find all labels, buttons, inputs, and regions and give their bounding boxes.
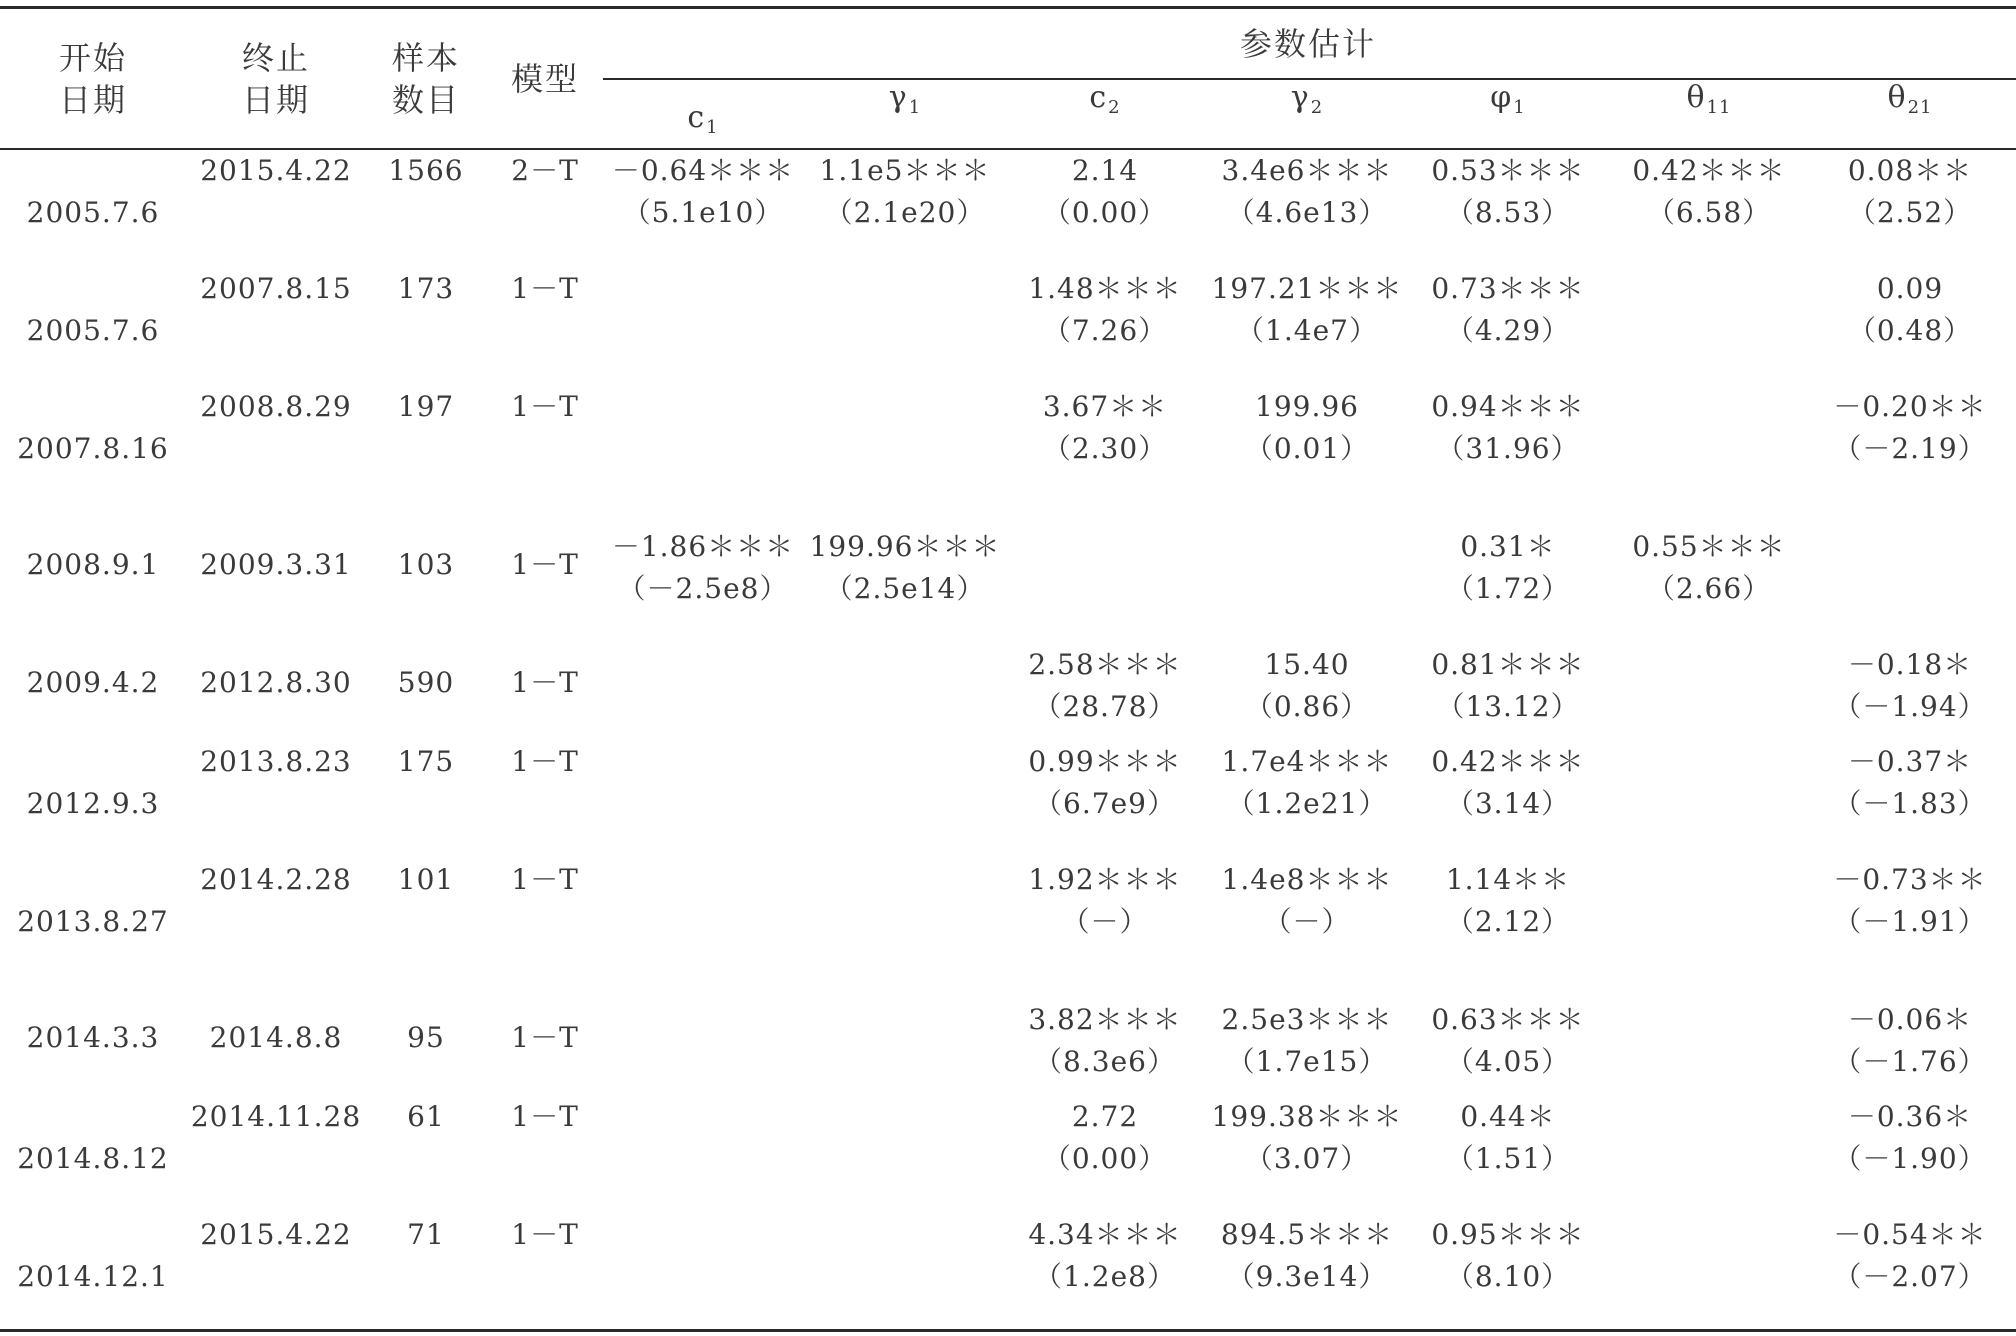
param-estimate-cell: 3.67＊＊: [1042, 390, 1168, 423]
param-tstat-cell: （2.66）: [1646, 572, 1772, 605]
param-estimate-cell: 894.5＊＊＊: [1220, 1218, 1394, 1251]
param-tstat-cell: （－）: [1263, 905, 1351, 938]
param-estimate-cell: 3.82＊＊＊: [1028, 1003, 1182, 1036]
param-tstat-cell: （－）: [1061, 905, 1149, 938]
sample-count-cell: 103: [397, 548, 455, 581]
header-sample-count-line2: 数目: [391, 81, 461, 119]
param-header-1: [687, 100, 719, 138]
param-tstat-cell: （2.12）: [1445, 905, 1571, 938]
param-tstat-cell: （0.86）: [1244, 690, 1370, 723]
param-estimate-cell: 0.44＊: [1460, 1100, 1556, 1133]
param-tstat-cell: （－1.94）: [1833, 690, 1987, 723]
param-tstat-cell: （5.1e10）: [622, 196, 784, 229]
model-cell: 1－T: [511, 1100, 579, 1133]
param-symbol: γ: [1290, 80, 1310, 115]
param-estimate-cell: 0.42＊＊＊: [1431, 745, 1585, 778]
header-end-date-line1: 终止: [241, 39, 311, 77]
param-tstat-cell: （3.14）: [1445, 787, 1571, 820]
start-date-cell: 2005.7.6: [26, 314, 160, 347]
start-date-cell: 2013.8.27: [17, 905, 169, 938]
bottom-rule: [0, 1329, 2016, 1332]
param-tstat-cell: （2.30）: [1042, 432, 1168, 465]
param-tstat-cell: （8.3e6）: [1034, 1045, 1176, 1078]
param-estimate-cell: 1.4e8＊＊＊: [1221, 863, 1393, 896]
sample-count-cell: 175: [397, 745, 455, 778]
param-tstat-cell: （9.3e14）: [1226, 1260, 1388, 1293]
param-estimate-cell: －0.36＊: [1847, 1100, 1973, 1133]
param-tstat-cell: （6.7e9）: [1034, 787, 1176, 820]
model-cell: 2－T: [511, 154, 579, 187]
start-date-cell: 2008.9.1: [26, 548, 160, 581]
param-tstat-cell: （1.51）: [1445, 1142, 1571, 1175]
param-tstat-cell: （－2.07）: [1833, 1260, 1987, 1293]
param-estimate-cell: 199.38＊＊＊: [1211, 1100, 1403, 1133]
param-tstat-cell: （8.53）: [1445, 196, 1571, 229]
model-cell: 1－T: [511, 1218, 579, 1251]
header-start-date-line1: 开始: [58, 39, 128, 77]
param-tstat-cell: （2.52）: [1847, 196, 1973, 229]
param-tstat-cell: （31.96）: [1436, 432, 1580, 465]
start-date-cell: 2009.4.2: [26, 666, 160, 699]
param-estimate-cell: 0.63＊＊＊: [1431, 1003, 1585, 1036]
param-estimate-cell: 0.81＊＊＊: [1431, 648, 1585, 681]
param-symbol: θ: [1887, 80, 1907, 115]
header-sample-count-line1: 样本: [391, 39, 461, 77]
param-estimate-cell: 1.48＊＊＊: [1028, 272, 1182, 305]
param-estimate-cell: －0.06＊: [1847, 1003, 1973, 1036]
end-date-cell: 2014.11.28: [190, 1100, 362, 1133]
start-date-cell: 2012.9.3: [26, 787, 160, 820]
param-subscript: 21: [1907, 97, 1933, 118]
param-subscript: 1: [908, 97, 922, 118]
param-subscript: 2: [1310, 97, 1324, 118]
end-date-cell: 2007.8.15: [200, 272, 352, 305]
header-model: 模型: [510, 60, 580, 98]
param-tstat-cell: （3.07）: [1244, 1142, 1370, 1175]
param-tstat-cell: （0.01）: [1244, 432, 1370, 465]
model-cell: 1－T: [511, 272, 579, 305]
param-tstat-cell: （－2.5e8）: [617, 572, 789, 605]
param-tstat-cell: （4.6e13）: [1226, 196, 1388, 229]
param-estimate-cell: －0.18＊: [1847, 648, 1973, 681]
param-estimate-cell: 0.42＊＊＊: [1632, 154, 1786, 187]
param-tstat-cell: （0.00）: [1042, 196, 1168, 229]
param-estimate-cell: 2.58＊＊＊: [1028, 648, 1182, 681]
param-tstat-cell: （－2.19）: [1833, 432, 1987, 465]
header-param-estimates: 参数估计: [1239, 25, 1377, 63]
header-end-date-line2: 日期: [241, 81, 311, 119]
end-date-cell: 2009.3.31: [200, 548, 352, 581]
param-estimate-cell: 3.4e6＊＊＊: [1221, 154, 1393, 187]
header-rule: [0, 148, 2016, 150]
end-date-cell: 2014.2.28: [200, 863, 352, 896]
start-date-cell: 2007.8.16: [17, 432, 169, 465]
sample-count-cell: 101: [397, 863, 455, 896]
model-cell: 1－T: [511, 666, 579, 699]
param-estimate-cell: 2.14: [1071, 154, 1139, 187]
sample-count-cell: 1566: [388, 154, 464, 187]
param-header-3: [1089, 80, 1121, 118]
param-tstat-cell: （－1.90）: [1833, 1142, 1987, 1175]
model-cell: 1－T: [511, 548, 579, 581]
param-estimate-cell: 1.7e4＊＊＊: [1221, 745, 1393, 778]
end-date-cell: 2013.8.23: [200, 745, 352, 778]
param-estimate-cell: 1.1e5＊＊＊: [819, 154, 991, 187]
param-estimate-cell: 0.08＊＊: [1847, 154, 1973, 187]
param-estimate-cell: 0.53＊＊＊: [1431, 154, 1585, 187]
end-date-cell: 2014.8.8: [209, 1021, 343, 1054]
param-header-4: [1290, 80, 1324, 118]
param-subscript: 1: [1513, 97, 1526, 118]
param-tstat-cell: （8.10）: [1445, 1260, 1571, 1293]
param-estimate-cell: 2.5e3＊＊＊: [1221, 1003, 1393, 1036]
param-tstat-cell: （－1.76）: [1833, 1045, 1987, 1078]
model-cell: 1－T: [511, 863, 579, 896]
param-estimate-cell: 4.34＊＊＊: [1028, 1218, 1182, 1251]
sample-count-cell: 61: [407, 1100, 445, 1133]
param-estimate-cell: 0.95＊＊＊: [1431, 1218, 1585, 1251]
param-estimate-cell: －0.20＊＊: [1833, 390, 1987, 423]
end-date-cell: 2008.8.29: [200, 390, 352, 423]
param-header-5: [1490, 80, 1526, 118]
param-tstat-cell: （0.48）: [1847, 314, 1973, 347]
sample-count-cell: 71: [407, 1218, 445, 1251]
param-tstat-cell: （－1.91）: [1833, 905, 1987, 938]
start-date-cell: 2014.3.3: [26, 1021, 160, 1054]
param-header-7: [1887, 80, 1933, 118]
param-header-2: [888, 80, 922, 118]
param-symbol: θ: [1686, 80, 1706, 115]
param-header-6: [1686, 80, 1732, 118]
param-estimate-cell: 1.92＊＊＊: [1028, 863, 1182, 896]
param-subscript: 11: [1706, 97, 1732, 118]
model-cell: 1－T: [511, 390, 579, 423]
end-date-cell: 2015.4.22: [200, 1218, 352, 1251]
sample-count-cell: 173: [397, 272, 455, 305]
param-estimate-cell: 1.14＊＊: [1445, 863, 1571, 896]
param-tstat-cell: （4.29）: [1445, 314, 1571, 347]
param-estimate-cell: －0.37＊: [1847, 745, 1973, 778]
param-estimate-cell: 0.55＊＊＊: [1632, 530, 1786, 563]
param-estimate-cell: 0.09: [1876, 272, 1944, 305]
param-estimate-cell: 0.73＊＊＊: [1431, 272, 1585, 305]
param-estimate-cell: 197.21＊＊＊: [1211, 272, 1403, 305]
start-date-cell: 2005.7.6: [26, 196, 160, 229]
end-date-cell: 2015.4.22: [200, 154, 352, 187]
end-date-cell: 2012.8.30: [200, 666, 352, 699]
model-cell: 1－T: [511, 745, 579, 778]
param-subscript: 2: [1108, 97, 1121, 118]
param-estimate-cell: 199.96＊＊＊: [809, 530, 1001, 563]
start-date-cell: 2014.12.1: [17, 1260, 169, 1293]
sample-count-cell: 590: [397, 666, 455, 699]
param-tstat-cell: （6.58）: [1646, 196, 1772, 229]
param-tstat-cell: （0.00）: [1042, 1142, 1168, 1175]
param-estimate-cell: －0.54＊＊: [1833, 1218, 1987, 1251]
param-tstat-cell: （1.2e21）: [1226, 787, 1388, 820]
top-rule: [0, 6, 2016, 9]
param-tstat-cell: （1.2e8）: [1034, 1260, 1176, 1293]
param-tstat-cell: （13.12）: [1436, 690, 1580, 723]
sample-count-cell: 197: [397, 390, 455, 423]
param-tstat-cell: （2.1e20）: [824, 196, 986, 229]
param-estimate-cell: 0.94＊＊＊: [1431, 390, 1585, 423]
param-estimate-cell: 199.96: [1255, 390, 1359, 423]
start-date-cell: 2014.8.12: [17, 1142, 169, 1175]
param-tstat-cell: （－1.83）: [1833, 787, 1987, 820]
param-estimate-cell: －1.86＊＊＊: [611, 530, 795, 563]
param-symbol: c: [687, 100, 706, 135]
param-estimate-cell: －0.64＊＊＊: [611, 154, 795, 187]
param-tstat-cell: （4.05）: [1445, 1045, 1571, 1078]
model-cell: 1－T: [511, 1021, 579, 1054]
param-symbol: c: [1089, 80, 1108, 115]
header-start-date-line2: 日期: [58, 81, 128, 119]
param-symbol: φ: [1490, 80, 1513, 115]
param-symbol: γ: [888, 80, 908, 115]
param-tstat-cell: （1.7e15）: [1226, 1045, 1388, 1078]
param-estimate-cell: 0.99＊＊＊: [1028, 745, 1182, 778]
param-estimate-cell: 2.72: [1071, 1100, 1139, 1133]
param-tstat-cell: （7.26）: [1042, 314, 1168, 347]
param-estimate-cell: 0.31＊: [1460, 530, 1556, 563]
param-tstat-cell: （1.4e7）: [1236, 314, 1378, 347]
param-tstat-cell: （1.72）: [1445, 572, 1571, 605]
param-subscript: 1: [706, 117, 719, 138]
param-estimate-cell: 15.40: [1264, 648, 1350, 681]
param-tstat-cell: （2.5e14）: [824, 572, 986, 605]
param-estimate-cell: －0.73＊＊: [1833, 863, 1987, 896]
sample-count-cell: 95: [407, 1021, 445, 1054]
param-tstat-cell: （28.78）: [1033, 690, 1177, 723]
